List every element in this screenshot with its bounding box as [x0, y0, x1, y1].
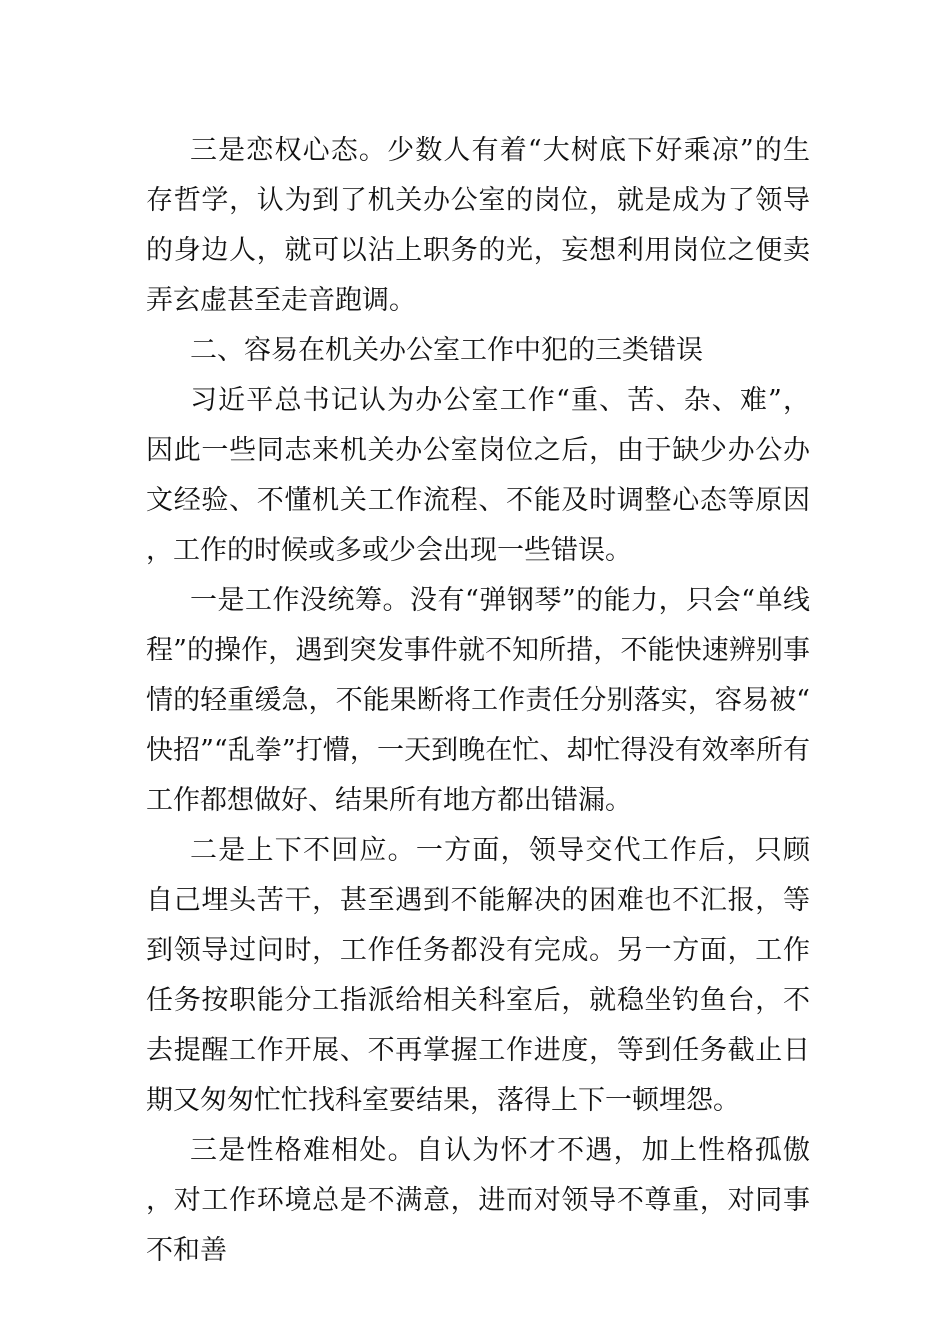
paragraph-hard-to-get-along: 三是性格难相处。自认为怀才不遇，加上性格孤傲，对工作环境总是不满意，进而对领导不尊重，对同事不和善 — [146, 1135, 810, 1266]
paragraph-no-coordination: 一是工作没统筹。没有“弹钢琴”的能力，只会“单线程”的操作，遇到突发事件就不知所措，不能快速辨别事情的轻重缓急，不能果断将工作责任分别落实，容易被“快招”“乱拳”打懵，一天到晚在忙、却忙得没有效率所有工作都想做好、结果所有地方都出错漏。 — [146, 585, 810, 816]
document-body — [146, 126, 810, 1276]
paragraph-no-response: 二是上下不回应。一方面，领导交代工作后，只顾自己埋头苦干，甚至遇到不能解决的困难也不汇报，等到领导过问时，工作任务都没有完成。另一方面，工作任务按职能分工指派给相关科室后，就稳坐钓鱼台，不去提醒工作开展、不再掌握工作进度，等到任务截止日期又匆匆忙忙找科室要结果，落得上下一顿埋怨。 — [146, 835, 810, 1116]
paragraph-office-work-intro: 习近平总书记认为办公室工作“重、苦、杂、难”，因此一些同志来机关办公室岗位之后，由于缺少办公办文经验、不懂机关工作流程、不能及时调整心态等原因，工作的时候或多或少会出现一些错误。 — [146, 385, 810, 566]
section-heading-three-errors: 二、容易在机关办公室工作中犯的三类错误 — [190, 335, 703, 366]
paragraph-power-mentality: 三是恋权心态。少数人有着“大树底下好乘凉”的生存哲学，认为到了机关办公室的岗位，就是成为了领导的身边人，就可以沾上职务的光，妄想利用岗位之便卖弄玄虚甚至走音跑调。 — [146, 135, 810, 316]
